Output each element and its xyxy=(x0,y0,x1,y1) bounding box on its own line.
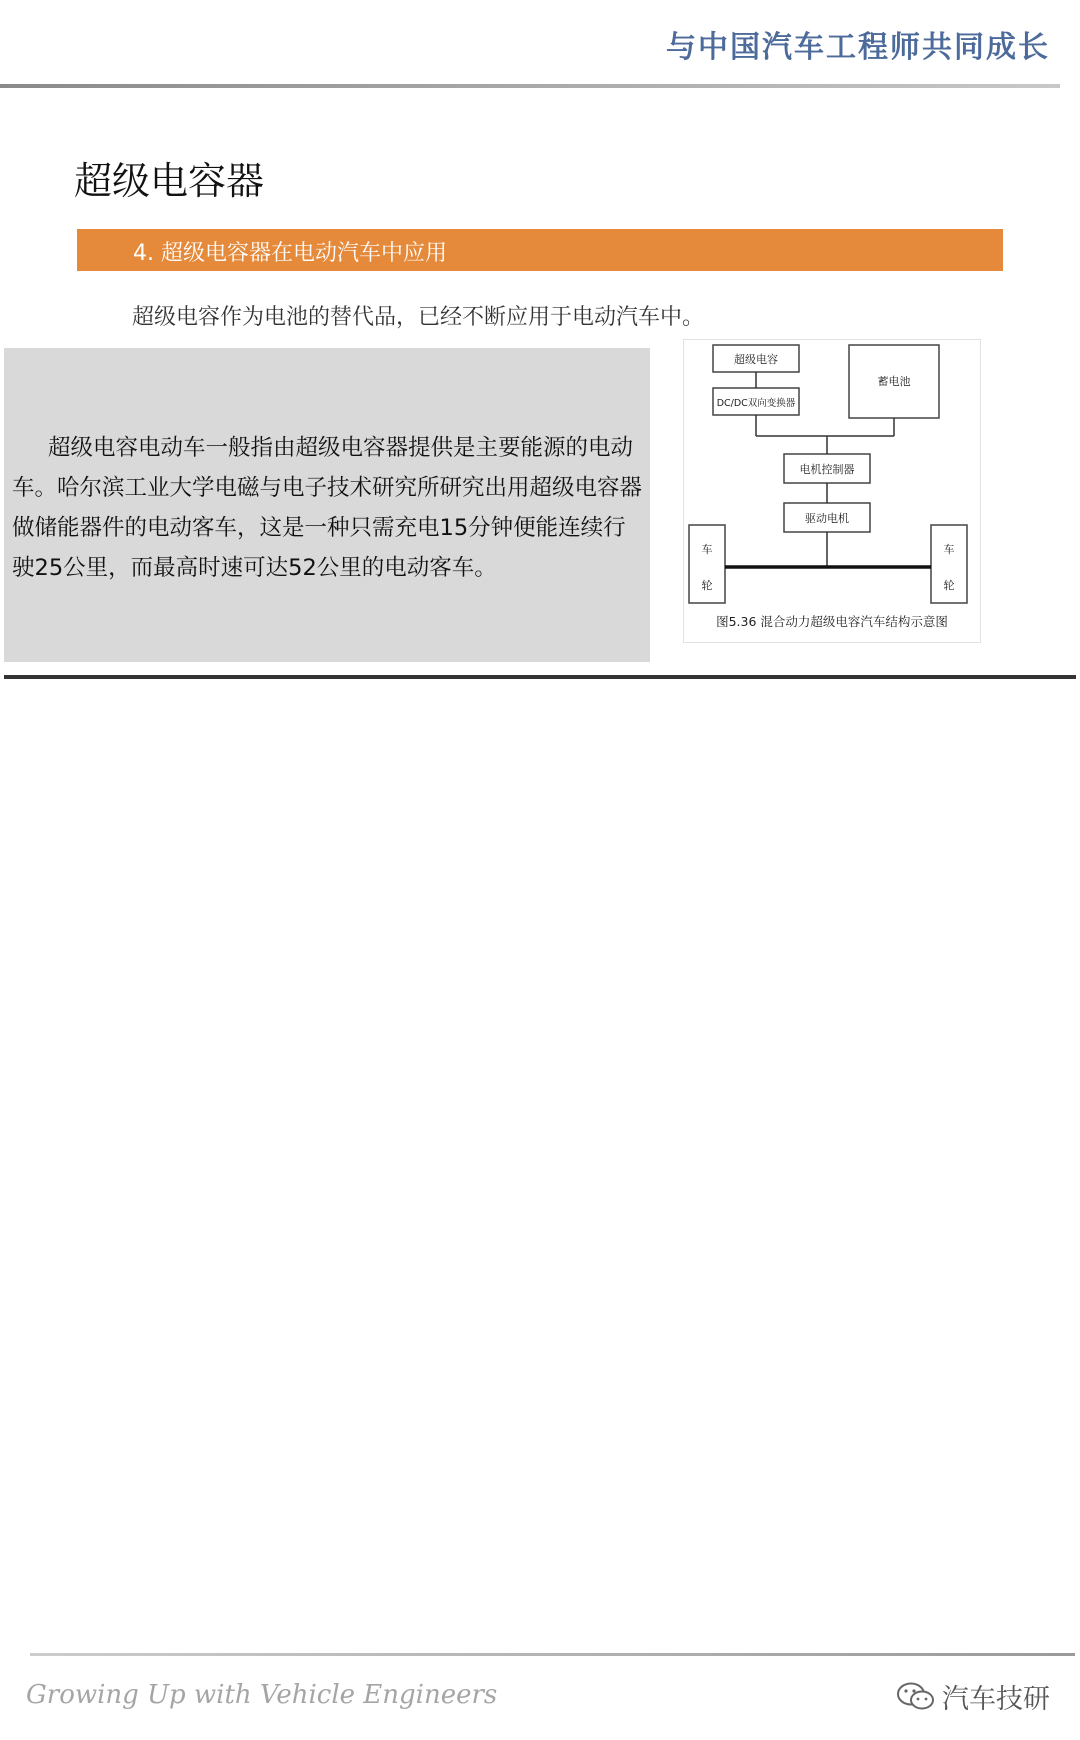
supercap-label: 超级电容 xyxy=(734,353,778,366)
footer-tagline: Growing Up with Vehicle Engineers xyxy=(26,1680,498,1710)
battery-label: 蓄电池 xyxy=(877,375,911,388)
motor-controller-label: 电机控制器 xyxy=(799,463,855,476)
body-text-box xyxy=(4,348,650,662)
figure-caption: 图5.36 混合动力超级电容汽车结构示意图 xyxy=(716,614,948,629)
section-heading: 4. 超级电容器在电动汽车中应用 xyxy=(133,241,447,266)
content-divider xyxy=(4,675,1076,679)
structure-diagram-figure xyxy=(683,339,981,643)
wheel-left-label-2: 轮 xyxy=(701,579,713,592)
wheel-right-label-2: 轮 xyxy=(943,579,955,592)
section-heading-bar xyxy=(77,229,1003,271)
wechat-account[interactable] xyxy=(896,1678,1050,1714)
header-slogan: 与中国汽车工程师共同成长 xyxy=(666,30,1050,65)
footer-divider xyxy=(30,1653,1075,1656)
wheel-left-label-1: 车 xyxy=(701,543,713,556)
dcdc-label: DC/DC双向变换器 xyxy=(716,398,796,409)
wechat-icon xyxy=(896,1680,936,1712)
slide-title: 超级电容器 xyxy=(74,159,265,203)
intro-text: 超级电容作为电池的替代品，已经不断应用于电动汽车中。 xyxy=(132,305,705,330)
body-paragraph: 超级电容电动车一般指由超级电容器提供是主要能源的电动车。哈尔滨工业大学电磁与电子技术研究所研究出用超级电容器做储能器件的电动客车，这是一种只需充电15分钟便能连续行驶25公里，而最高时速可达52公里的电动客车。 xyxy=(12,435,643,581)
drive-motor-label: 驱动电机 xyxy=(805,512,849,525)
wechat-account-name: 汽车技研 xyxy=(942,1683,1050,1715)
structure-diagram xyxy=(684,340,980,642)
header-divider xyxy=(0,84,1060,88)
wheel-right-label-1: 车 xyxy=(943,543,955,556)
